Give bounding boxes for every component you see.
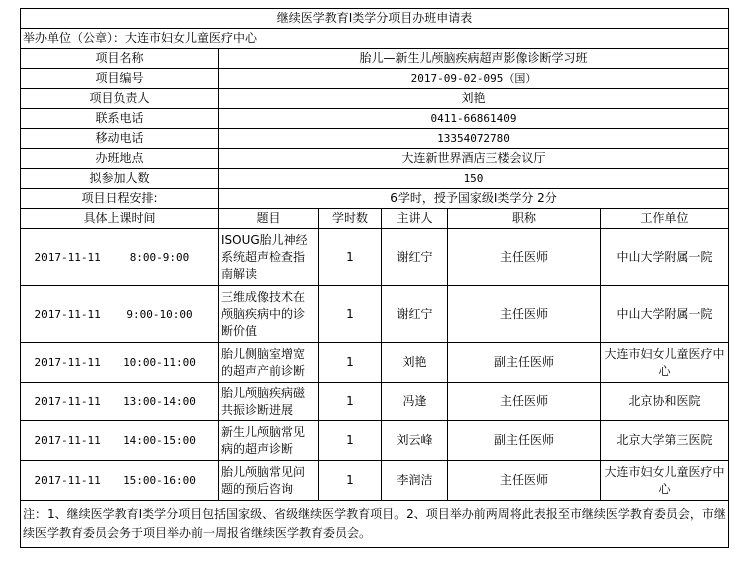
schedule-row (21, 229, 729, 286)
header-topic: 题目 (219, 209, 319, 229)
session-hours: 1 (319, 229, 382, 286)
session-hours: 1 (319, 286, 382, 343)
field-value-schedule: 6学时，授予国家级Ⅰ类学分 2分 (219, 189, 729, 209)
field-label-location: 办班地点 (21, 149, 219, 169)
session-range: 13:00-14:00 (123, 395, 196, 408)
schedule-row (21, 286, 729, 343)
field-label-schedule: 项目日程安排: (21, 189, 219, 209)
session-range: 10:00-11:00 (123, 356, 196, 369)
field-value-project-number: 2017-09-02-095（国） (219, 69, 729, 89)
field-value-mobile: 13354072780 (219, 129, 729, 149)
session-topic: 胎儿侧脑室增宽的超声产前诊断 (219, 343, 319, 383)
header-hours: 学时数 (319, 209, 382, 229)
organizer-line: 举办单位（公章）：大连市妇女儿童医疗中心 (21, 29, 729, 49)
session-date: 2017-11-11 (34, 250, 101, 264)
field-label-attendees: 拟参加人数 (21, 169, 219, 189)
session-unit: 北京大学第三医院 (601, 421, 729, 461)
session-date: 2017-11-11 (34, 434, 101, 447)
session-topic: ISOUG胎儿神经系统超声检查指南解读 (219, 229, 319, 286)
session-hours: 1 (319, 461, 382, 501)
session-date: 2017-11-11 (34, 395, 101, 408)
session-speaker: 谢红宁 (382, 286, 448, 343)
session-date: 2017-11-11 (34, 474, 101, 487)
session-title: 主任医师 (448, 229, 601, 286)
form-title: 继续医学教育Ⅰ类学分项目办班申请表 (21, 9, 729, 29)
schedule-header-row (21, 209, 729, 229)
session-hours: 1 (319, 421, 382, 461)
schedule-row (21, 461, 729, 501)
field-label-project-name: 项目名称 (21, 49, 219, 69)
session-range: 14:00-15:00 (123, 434, 196, 447)
session-speaker: 刘云峰 (382, 421, 448, 461)
header-speaker: 主讲人 (382, 209, 448, 229)
schedule-row (21, 383, 729, 421)
footnote: 注：1、继续医学教育Ⅰ类学分项目包括国家级、省级继续医学教育项目。2、项目举办前两周将此表报至市继续医学教育委员会，市继续医学教育委员会务于项目举办前一周报省继续医学教育委员会。 (21, 501, 729, 548)
field-value-project-name: 胎儿—新生儿颅脑疾病超声影像诊断学习班 (219, 49, 729, 69)
session-speaker: 刘艳 (382, 343, 448, 383)
session-time (21, 421, 219, 461)
session-hours: 1 (319, 343, 382, 383)
session-range: 15:00-16:00 (123, 474, 196, 487)
field-label-phone: 联系电话 (21, 109, 219, 129)
session-title: 主任医师 (448, 383, 601, 421)
session-unit: 大连市妇女儿童医疗中心 (601, 461, 729, 501)
session-title: 副主任医师 (448, 343, 601, 383)
header-title: 职称 (448, 209, 601, 229)
session-unit: 北京协和医院 (601, 383, 729, 421)
session-time (21, 229, 219, 286)
session-title: 主任医师 (448, 461, 601, 501)
session-date: 2017-11-11 (34, 307, 101, 321)
session-speaker: 冯逢 (382, 383, 448, 421)
field-label-project-leader: 项目负责人 (21, 89, 219, 109)
session-date: 2017-11-11 (34, 356, 101, 369)
field-label-mobile: 移动电话 (21, 129, 219, 149)
session-topic: 三维成像技术在颅脑疾病中的诊断价值 (219, 286, 319, 343)
field-value-attendees: 150 (219, 169, 729, 189)
session-time (21, 461, 219, 501)
session-title: 主任医师 (448, 286, 601, 343)
session-range: 8:00-9:00 (129, 250, 190, 264)
session-speaker: 李润洁 (382, 461, 448, 501)
session-topic: 胎儿颅脑常见问题的预后咨询 (219, 461, 319, 501)
schedule-row (21, 421, 729, 461)
field-value-project-leader: 刘艳 (219, 89, 729, 109)
field-value-location: 大连新世界酒店三楼会议厅 (219, 149, 729, 169)
session-unit: 中山大学附属一院 (601, 229, 729, 286)
session-unit: 中山大学附属一院 (601, 286, 729, 343)
session-topic: 胎儿颅脑疾病磁共振诊断进展 (219, 383, 319, 421)
header-time: 具体上课时间 (21, 209, 219, 229)
header-unit: 工作单位 (601, 209, 729, 229)
session-time (21, 383, 219, 421)
session-topic: 新生儿颅脑常见病的超声诊断 (219, 421, 319, 461)
session-title: 副主任医师 (448, 421, 601, 461)
field-value-phone: 0411-66861409 (219, 109, 729, 129)
session-unit: 大连市妇女儿童医疗中心 (601, 343, 729, 383)
session-time (21, 343, 219, 383)
schedule-row (21, 343, 729, 383)
session-time (21, 286, 219, 343)
field-label-project-number: 项目编号 (21, 69, 219, 89)
application-form-table (20, 8, 729, 548)
session-range: 9:00-10:00 (126, 307, 193, 321)
session-hours: 1 (319, 383, 382, 421)
session-speaker: 谢红宁 (382, 229, 448, 286)
